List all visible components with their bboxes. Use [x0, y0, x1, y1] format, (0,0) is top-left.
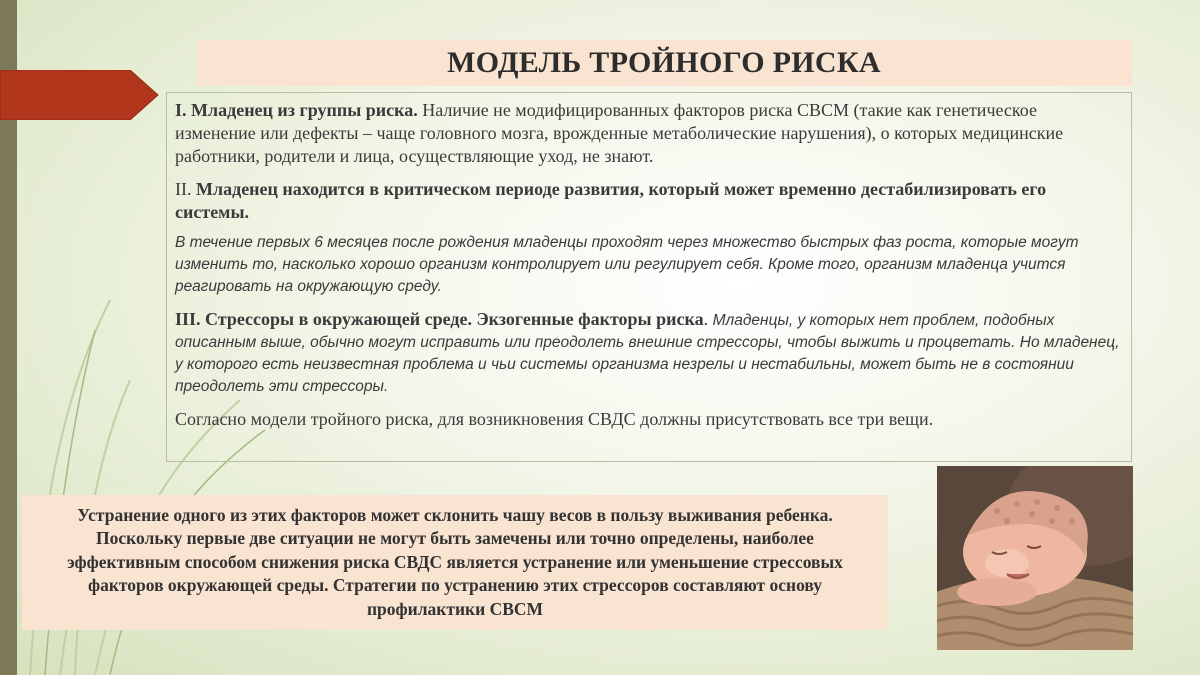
section-1-heading: I. Младенец из группы риска. [175, 100, 418, 120]
callout-box [22, 495, 888, 630]
title-bar [196, 40, 1132, 86]
sleeping-baby-photo [937, 466, 1133, 650]
section-1-text: Наличие не модифицированных факторов риска СВСМ (такие как генетическое изменение или дефекты – чаще головного мозга, врожденные метаболические нарушения), о которых медицинские работники, родители и лица, осуществляющие уход, не знают. [175, 100, 1064, 166]
conclusion-text: Согласно модели тройного риска, для возникновения СВДС должны присутствовать все три вещи. [175, 409, 934, 429]
section-2 [175, 178, 1121, 224]
section-3-heading: III. Стрессоры в окружающей среде. Экзогенные факторы риска [175, 309, 704, 329]
section-3-separator: . [703, 309, 713, 329]
section-2-separator: . [187, 179, 196, 199]
content-box [166, 92, 1132, 462]
section-2-numeral: II [175, 179, 187, 199]
section-2-heading: Младенец находится в критическом периоде развития, который может временно дестабилизировать его системы. [175, 179, 1047, 222]
section-2-detail: В течение первых 6 месяцев после рождения младенцы проходят через множество быстрых фаз роста, которые могут изменить то, насколько хорошо организм контролирует или регулирует себя. Кроме того, организм младенца учится реагировать на окружающую среду. [175, 234, 1079, 295]
slide-title: МОДЕЛЬ ТРОЙНОГО РИСКА [447, 46, 881, 79]
red-arrow-tab [0, 70, 160, 120]
callout-text: Устранение одного из этих факторов может склонить чашу весов в пользу выживания ребенка. Поскольку первые две ситуации не могут быть замечены или точно определены, наиболее эффективным способом снижения риска СВДС является устранение или уменьшение стрессовых факторов окружающей среды. Стратегии по устранению этих стрессоров составляют основу профилактики СВСМ [67, 504, 843, 619]
section-1 [175, 99, 1121, 168]
section-3-detail: Младенцы, у которых нет проблем, подобных описанным выше, обычно могут исправить или преодолеть внешние стрессоры, чтобы выжить и процветать. Но младенец, у которого есть неизвестная проблема и чьи системы организма незрелы и нестабильны, может быть не в состоянии преодолеть эти стрессоры. [175, 312, 1120, 395]
section-3 [175, 308, 1121, 398]
